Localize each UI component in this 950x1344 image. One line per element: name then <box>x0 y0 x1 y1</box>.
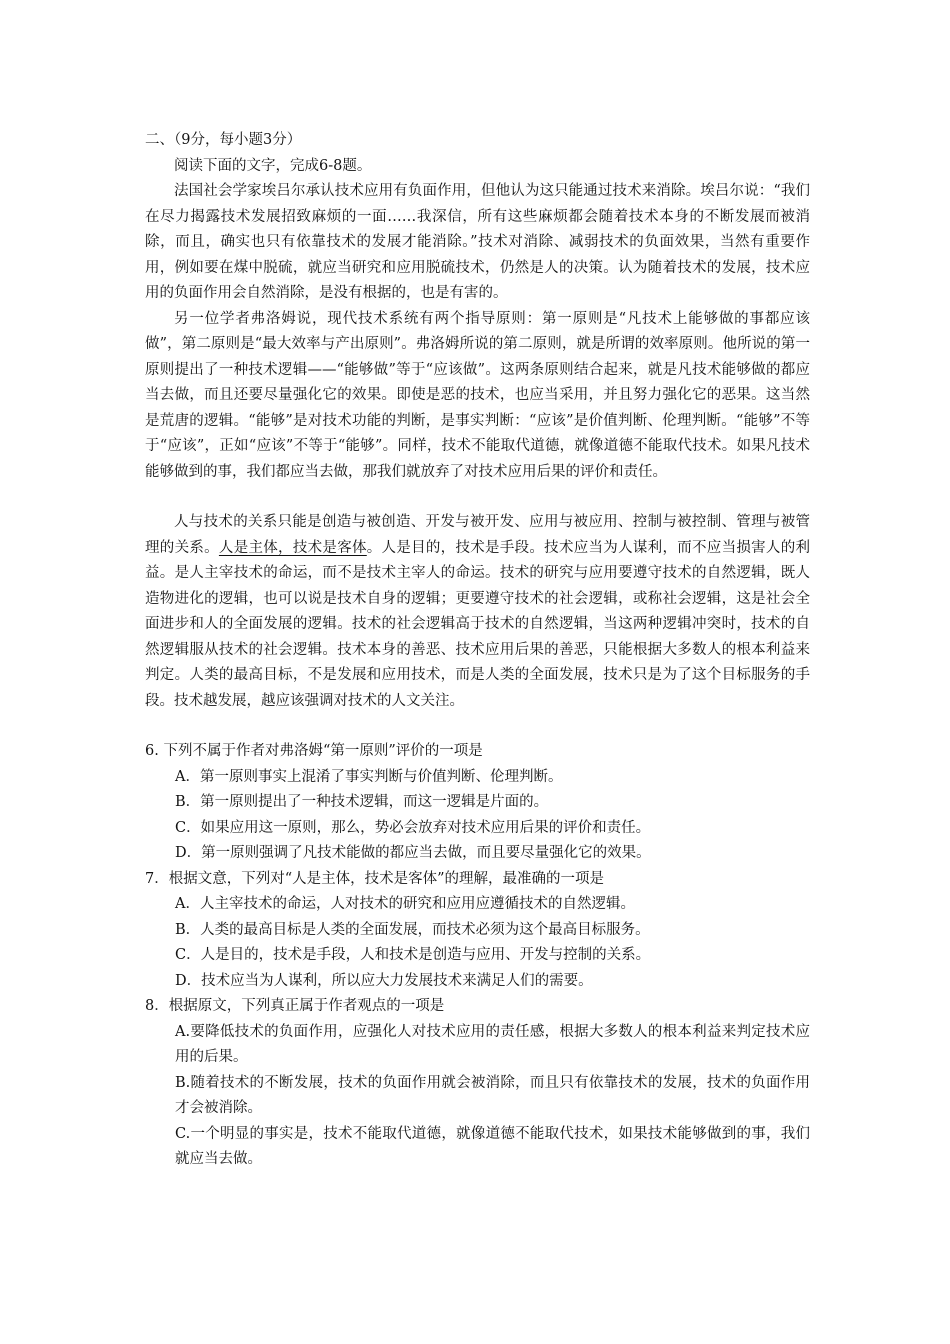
question-8-option-a: A.要降低技术的负面作用，应强化人对技术应用的责任感，根据大多数人的根本利益来判定技术应用的后果。 <box>175 1023 810 1065</box>
question-7 <box>145 867 810 995</box>
question-6 <box>145 739 810 867</box>
passage-paragraph-3 <box>145 510 810 714</box>
section-instruction: 阅读下面的文字，完成6-8题。 <box>174 157 372 174</box>
passage-paragraph-3-rest: 。人是目的，技术是手段。技术应当为人谋利，而不应当损害人的利益。是人主宰技术的命运，而不是技术主宰人的命运。技术的研究与应用要遵守技术的自然逻辑，既人造物进化的逻辑，也可以说是技术自身的逻辑；更要遵守技术的社会逻辑，或称社会逻辑，这是社会全面进步和人的全面发展的逻辑。技术的社会逻辑高于技术的自然逻辑，当这两种逻辑冲突时，技术的自然逻辑服从技术的社会逻辑。技术本身的善恶、技术应用后果的善恶，只能根据大多数人的根本利益来判定。人类的最高目标，不是发展和应用技术，而是人类的全面发展，技术只是为了这个目标服务的手段。技术越发展，越应该强调对技术的人文关注。 <box>145 539 811 709</box>
question-7-option-a: A．人主宰技术的命运，人对技术的研究和应用应遵循技术的自然逻辑。 <box>175 896 635 912</box>
question-stem: 8．根据原文，下列真正属于作者观点的一项是 <box>145 998 445 1014</box>
paragraph-gap <box>145 485 810 510</box>
question-8-option-c: C.一个明显的事实是，技术不能取代道德，就像道德不能取代技术，如果技术能够做到的事，我们就应当去做。 <box>175 1125 810 1167</box>
passage-paragraph-2: 另一位学者弗洛姆说，现代技术系统有两个指导原则：第一原则是“凡技术上能够做的事都应该做”，第二原则是“最大效率与产出原则”。弗洛姆所说的第二原则，就是所谓的效率原则。他所说的第一原则提出了一种技术逻辑——“能够做”等于“应该做”。这两条原则结合起来，就是凡技术能够做的都应当去做，而且还要尽量强化它的效果。即使是恶的技术，也应当采用，并且努力强化它的恶果。这当然是荒唐的逻辑。“能够”是对技术功能的判断，是事实判断：“应该”是价值判断、伦理判断。“能够”不等于“应该”，正如“应该”不等于“能够”。同样，技术不能取代道德，就像道德不能取代技术。如果凡技术能够做到的事，我们都应当去做，那我们就放弃了对技术应用后果的评价和责任。 <box>145 310 810 480</box>
question-6-option-d: D．第一原则强调了凡技术能做的都应当去做，而且要尽量强化它的效果。 <box>175 845 651 861</box>
underlined-phrase: 人是主体，技术是客体 <box>218 539 367 556</box>
section-heading: 二、（9分，每小题3分） <box>145 132 302 148</box>
question-stem: 6. 下列不属于作者对弗洛姆“第一原则”评价的一项是 <box>145 743 483 759</box>
question-stem: 7．根据文意，下列对“人是主体，技术是客体”的理解，最准确的一项是 <box>145 870 605 887</box>
question-7-option-b: B．人类的最高目标是人类的全面发展，而技术必须为这个最高目标服务。 <box>175 921 650 938</box>
passage-paragraph-3-start: 人与技术的关系只能是创造与被创造、开发与被开发、应用与被应用、控制与被控制、管理与被管理的关系。 <box>145 514 810 556</box>
question-6-option-c: C．如果应用这一原则，那么，势必会放弃对技术应用后果的评价和责任。 <box>175 819 651 836</box>
question-8 <box>145 994 810 1173</box>
paragraph-gap <box>145 714 810 739</box>
exam-page <box>145 128 810 1173</box>
question-6-option-a: A．第一原则事实上混淆了事实判断与价值判断、伦理判断。 <box>175 768 563 785</box>
question-6-option-b: B．第一原则提出了一种技术逻辑，而这一逻辑是片面的。 <box>175 794 549 810</box>
question-7-option-d: D．技术应当为人谋利，所以应大力发展技术来满足人们的需要。 <box>175 972 593 989</box>
passage-paragraph-1: 法国社会学家埃吕尔承认技术应用有负面作用，但他认为这只能通过技术来消除。埃吕尔说：“我们在尽力揭露技术发展招致麻烦的一面……我深信，所有这些麻烦都会随着技术本身的不断发展而被消除，而且，确实也只有依靠技术的发展才能消除。”技术对消除、减弱技术的负面效果，当然有重要作用，例如要在煤中脱硫，就应当研究和应用脱硫技术，仍然是人的决策。认为随着技术的发展，技术应用的负面作用会自然消除，是没有根据的，也是有害的。 <box>145 183 810 301</box>
question-8-option-b: B.随着技术的不断发展，技术的负面作用就会被消除，而且只有依靠技术的发展，技术的负面作用才会被消除。 <box>175 1074 810 1116</box>
question-7-option-c: C．人是目的，技术是手段，人和技术是创造与应用、开发与控制的关系。 <box>175 947 651 963</box>
